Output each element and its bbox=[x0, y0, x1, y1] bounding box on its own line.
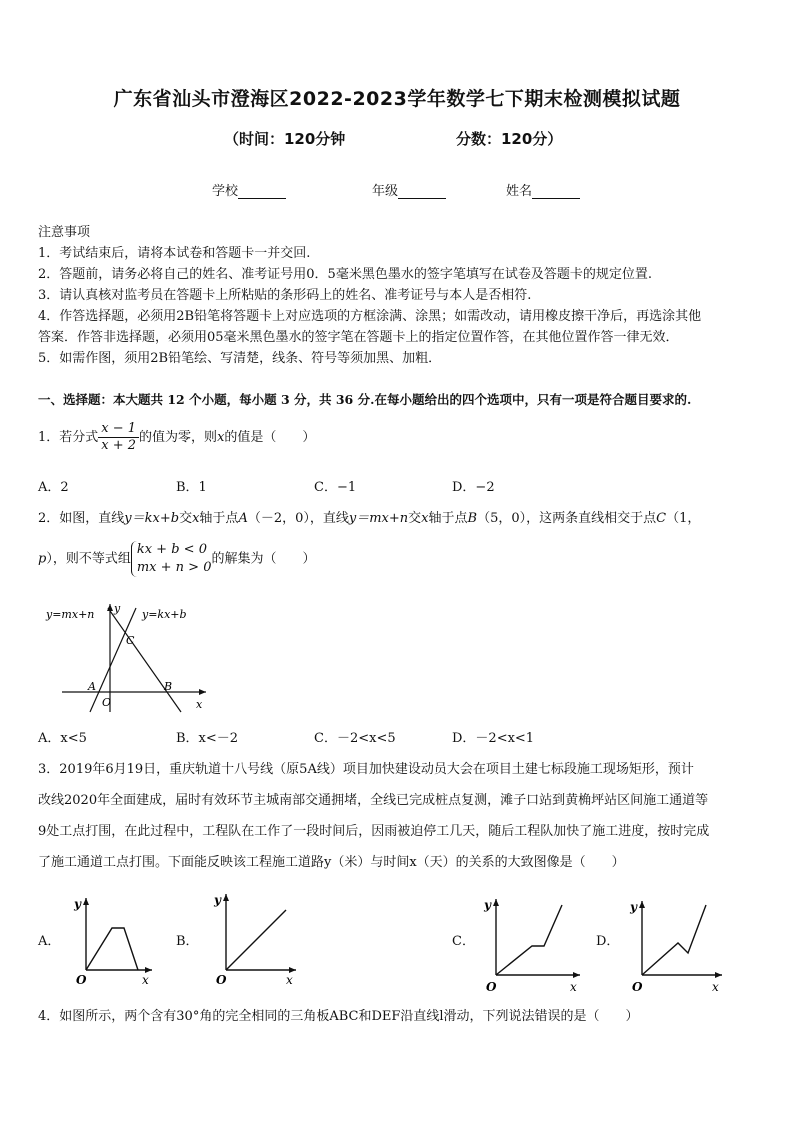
axis-o: O bbox=[76, 973, 87, 986]
q3-graph-b bbox=[210, 888, 300, 986]
q2-option-d[interactable]: D．－2<x<1 bbox=[452, 731, 535, 746]
question-2-line2: p），则不等式组 kx + b < 0 mx + n > 0 的解集为（ ） bbox=[38, 542, 316, 575]
q3-option-c[interactable]: C． bbox=[452, 934, 475, 949]
q1-option-d[interactable]: D．−2 bbox=[452, 480, 495, 495]
q2-option-a[interactable]: A．x<5 bbox=[38, 731, 87, 746]
question-3-line: 改线2020年全面建成，届时有效环节主城南部交通拥堵，全线已完成桩点复测，滩子口站到黄桷坪站区间施工通道等 bbox=[38, 793, 709, 808]
grade-label: 年级 bbox=[372, 184, 399, 199]
axis-y: y bbox=[74, 897, 81, 911]
school-field[interactable] bbox=[212, 180, 286, 199]
name-label: 姓名 bbox=[506, 184, 533, 199]
q1-text: 1．若分式 bbox=[38, 430, 99, 445]
q3-graph-c bbox=[480, 893, 584, 993]
q1-option-b[interactable]: B．1 bbox=[176, 480, 207, 495]
question-4: 4．如图所示，两个含有30°角的完全相同的三角板ABC和DEF沿直线l滑动，下列说法错误的是（ ） bbox=[38, 1009, 639, 1024]
q3-graph-a bbox=[70, 892, 156, 986]
notice-item: 答案．作答非选择题，必须用05毫米黑色墨水的签字笔在答题卡上的指定位置作答，在其他位置作答一律无效． bbox=[38, 330, 679, 345]
q3-option-d[interactable]: D． bbox=[596, 934, 620, 949]
inequality-system: kx + b < 0 mx + n > 0 bbox=[131, 541, 212, 577]
q3-option-a[interactable]: A． bbox=[38, 934, 61, 949]
q3-graph-d bbox=[626, 895, 726, 993]
exam-time: （时间：120分钟 bbox=[224, 130, 346, 148]
question-3-line: 9处工点打围，在此过程中，工程队在工作了一段时间后，因雨被迫停工几天，随后工程队加快了施工进度，按时完成 bbox=[38, 824, 710, 839]
exam-title: 广东省汕头市澄海区2022-2023学年数学七下期末检测模拟试题 bbox=[113, 88, 681, 110]
notice-item: 5．如需作图，须用2B铅笔绘、写清楚，线条、符号等须加黑、加粗． bbox=[38, 351, 442, 366]
axis-o: O bbox=[216, 973, 227, 986]
notice-item: 1．考试结束后，请将本试卷和答题卡一并交回. bbox=[38, 246, 311, 261]
question-2-line1: 2．如图，直线y＝kx+b交x轴于点A（－2，0），直线y＝mx+n交x轴于点B（5，0），这两条直线相交于点C（1， bbox=[38, 511, 701, 526]
axis-x: x bbox=[286, 973, 293, 986]
axis-y: y bbox=[214, 893, 221, 907]
q1-text: 的值为零，则 bbox=[139, 430, 218, 445]
grade-field[interactable] bbox=[372, 180, 446, 199]
axis-y: y bbox=[630, 900, 637, 914]
label-mx-n: y=mx+n bbox=[46, 608, 95, 621]
q1-var: x bbox=[217, 430, 225, 445]
question-3-line: 3．2019年6月19日，重庆轨道十八号线（原5A线）项目加快建设动员大会在项目土建七标段施工现场矩形，预计 bbox=[38, 762, 694, 777]
axis-x: x bbox=[570, 980, 577, 993]
school-label: 学校 bbox=[212, 184, 239, 199]
axis-x: x bbox=[712, 980, 719, 993]
q2-figure bbox=[38, 600, 218, 718]
notice-heading: 注意事项 bbox=[38, 225, 91, 240]
label-c: C bbox=[126, 634, 135, 647]
question-3-line: 了施工通道工点打围。下面能反映该工程施工道路y（米）与时间x（天）的关系的大致图像是（ ） bbox=[38, 855, 625, 870]
exam-score: 分数：120分） bbox=[456, 130, 563, 148]
label-kx-b: y=kx+b bbox=[142, 608, 187, 621]
q2-option-b[interactable]: B．x<－2 bbox=[176, 731, 239, 746]
label-x: x bbox=[196, 698, 203, 711]
label-b: B bbox=[164, 680, 173, 693]
axis-o: O bbox=[486, 980, 497, 993]
notice-item: 2．答题前，请务必将自己的姓名、准考证号用0．5毫米黑色墨水的签字笔填写在试卷及答题卡的规定位置. bbox=[38, 267, 652, 282]
notice-item: 4．作答选择题，必须用2B铅笔将答题卡上对应选项的方框涂满、涂黑；如需改动，请用橡皮擦干净后，再选涂其他 bbox=[38, 309, 702, 324]
label-y: y bbox=[114, 602, 121, 615]
fraction-numerator: x − 1 bbox=[98, 421, 139, 438]
q1-fraction bbox=[98, 421, 139, 454]
question-1 bbox=[38, 421, 315, 454]
fraction-denominator: x + 2 bbox=[101, 438, 137, 453]
name-field[interactable] bbox=[506, 180, 580, 199]
axis-o: O bbox=[632, 980, 643, 993]
q2-option-c[interactable]: C．－2<x<5 bbox=[314, 731, 396, 746]
q1-option-a[interactable]: A．2 bbox=[38, 480, 69, 495]
q1-text: 的值是（ ） bbox=[224, 430, 316, 445]
axis-y: y bbox=[484, 898, 491, 912]
label-a: A bbox=[88, 680, 96, 693]
notice-item: 3．请认真核对监考员在答题卡上所粘贴的条形码上的姓名、准考证号与本人是否相符. bbox=[38, 288, 532, 303]
q1-option-c[interactable]: C．−1 bbox=[314, 480, 357, 495]
q3-option-b[interactable]: B． bbox=[176, 934, 199, 949]
label-o: O bbox=[102, 696, 112, 709]
axis-x: x bbox=[142, 973, 149, 986]
section-heading: 一、选择题：本大题共 12 个小题，每小题 3 分，共 36 分.在每小题给出的四个选项中，只有一项是符合题目要求的. bbox=[38, 392, 692, 407]
